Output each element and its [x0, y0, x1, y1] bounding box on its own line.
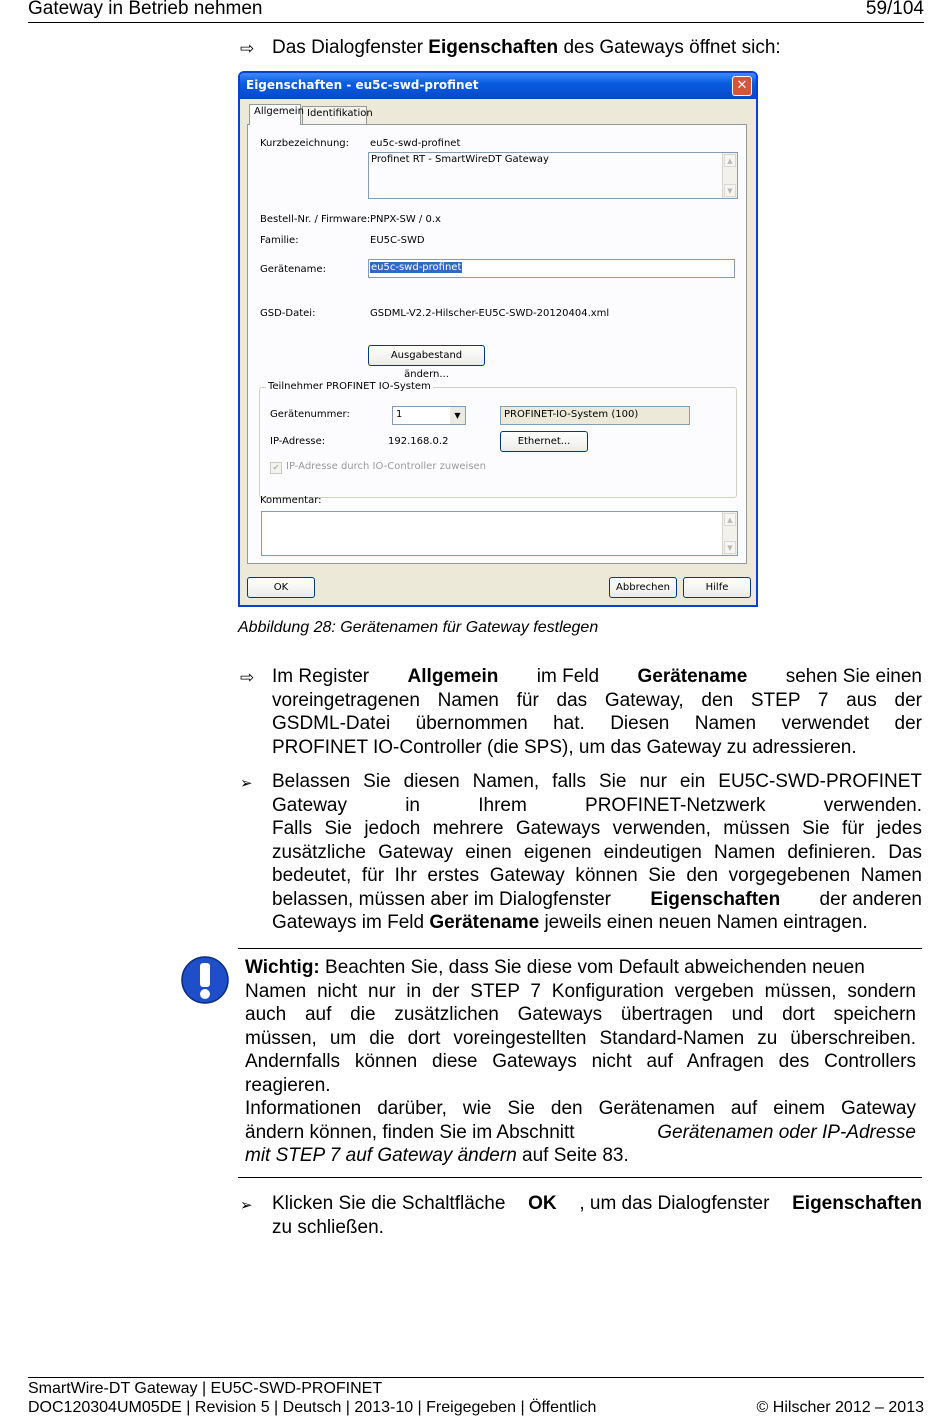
description-box[interactable]: [368, 152, 738, 199]
label-gsd: GSD-Datei:: [260, 308, 316, 319]
footer-rule: [28, 1377, 924, 1378]
hilfe-button[interactable]: Hilfe: [683, 577, 751, 598]
note-label: Wichtig:: [245, 957, 320, 978]
group-title: Teilnehmer PROFINET IO-System: [268, 381, 431, 392]
scroll-up-icon[interactable]: ▲: [724, 513, 736, 526]
ip-checkbox[interactable]: ✔: [270, 462, 282, 474]
kommentar-scrollbar[interactable]: [722, 512, 737, 555]
tab-panel-allgemein: [247, 124, 747, 564]
ip-checkbox-label: IP-Adresse durch IO-Controller zuweisen: [286, 461, 487, 472]
xref-link[interactable]: Gerätenamen oder IP-Adresse: [657, 1121, 916, 1143]
figure-caption: Abbildung 28: Gerätenamen für Gateway festlegen: [238, 619, 599, 636]
description-scrollbar[interactable]: [722, 153, 737, 198]
result-arrow-icon: ⇨: [240, 39, 255, 59]
profinet-system-field: [500, 406, 690, 425]
label-geraetenummer: Gerätenummer:: [270, 409, 350, 420]
bullet-arrow-icon: ➢: [240, 1196, 253, 1214]
close-icon[interactable]: ✕: [732, 76, 752, 96]
dialog-title: Eigenschaften - eu5c-swd-profinet: [246, 78, 479, 92]
label-ip: IP-Adresse:: [270, 436, 326, 447]
abbrechen-button[interactable]: Abbrechen: [609, 577, 677, 598]
kommentar-textarea[interactable]: [261, 511, 738, 556]
label-kommentar: Kommentar:: [260, 495, 322, 506]
geraetename-value: eu5c-swd-profinet: [371, 262, 462, 273]
label-bestell: Bestell-Nr. / Firmware:: [260, 214, 371, 225]
footer-copyright: © Hilscher 2012 – 2013: [756, 1399, 924, 1416]
value-kurzbezeichnung: eu5c-swd-profinet: [370, 138, 461, 149]
important-note: Wichtig: Beachten Sie, dass Sie diese vom Default abweichenden neuen Namen nicht nur in der STEP 7 Konfiguration vergeben müssen, sondern auch auf die zusätzlichen Gateways übertragen und dort speichern müssen, um die dort voreingestellten Standard-Namen zu überschreiben. Andernfalls können diese Gateways nicht auf Anfragen des Controllers reagieren. Informationen darüber, wie Sie den Gerätenamen auf einem Gateway ändern können, finden Sie im Abschnitt Gerätenamen oder IP-Adresse mit STEP 7 auf Gateway ändern auf Seite 83.: [245, 957, 916, 1166]
label-familie: Familie:: [260, 235, 299, 246]
header-rule: [28, 22, 924, 23]
ausgabestand-button[interactable]: Ausgabestand ändern...: [368, 345, 485, 366]
ethernet-button[interactable]: Ethernet...: [500, 431, 588, 452]
tab-identifikation[interactable]: Identifikation: [302, 106, 367, 124]
footer-product: SmartWire-DT Gateway | EU5C-SWD-PROFINET: [28, 1380, 383, 1397]
chevron-down-icon[interactable]: ▼: [450, 407, 465, 424]
result-arrow-icon: ⇨: [240, 668, 255, 688]
value-gsd: GSDML-V2.2-Hilscher-EU5C-SWD-20120404.xml: [370, 308, 610, 319]
para-ok: Klicken Sie die Schaltfläche OK , um das Dialogfenster Eigenschaften zu schließen.: [272, 1193, 922, 1238]
profinet-group: [259, 381, 737, 498]
header-title: Gateway in Betrieb nehmen: [28, 0, 263, 19]
value-ip: 192.168.0.2: [388, 436, 449, 447]
ok-button[interactable]: OK: [247, 577, 315, 598]
para-belassen: Belassen Sie diesen Namen, falls Sie nur ein EU5C-SWD-PROFINET Gateway in Ihrem PROFINET-Netzwerk verwenden. Falls Sie jedoch mehrere Gateways verwenden, müssen Sie für jedes zusätzliche Gateway einen eigenen eindeutigen Namen definieren. Das bedeutet, für Ihr erstes Gateway können Sie den vorgegebenen Namen belassen, müssen aber im Dialogfenster Eigenschaften der anderen Gateways im Feld Gerätename jeweils einen neuen Namen eintragen.: [272, 771, 922, 933]
value-familie: EU5C-SWD: [370, 235, 425, 246]
value-bestell: PNPX-SW / 0.x: [370, 214, 441, 225]
geraetenummer-value: 1: [396, 409, 403, 420]
geraetenummer-select[interactable]: [392, 406, 466, 425]
tab-allgemein[interactable]: Allgemein: [249, 104, 301, 125]
note-rule-bottom: [238, 1177, 922, 1178]
scroll-down-icon[interactable]: ▼: [724, 184, 736, 197]
bullet-arrow-icon: ➢: [240, 774, 253, 792]
para-allgemein: Im Register Allgemein im Feld Gerätename sehen Sie einen voreingetragenen Namen für das Gateway, den STEP 7 aus der GSDML-Datei übernommen hat. Diesen Namen verwendet der PROFINET IO-Controller (die SPS), um das Gateway zu adressieren.: [272, 666, 922, 758]
note-rule-top: [238, 948, 922, 949]
label-geraetename: Gerätename:: [260, 264, 326, 275]
intro-text: Das Dialogfenster Eigenschaften des Gateways öffnet sich:: [272, 37, 781, 58]
value-beschreibung: Profinet RT - SmartWireDT Gateway: [371, 154, 549, 165]
properties-dialog: [238, 71, 758, 607]
page-number: 59/104: [865, 0, 924, 19]
label-kurzbezeichnung: Kurzbezeichnung:: [260, 138, 350, 149]
xref-link-cont[interactable]: mit STEP 7 auf Gateway ändern: [245, 1145, 517, 1166]
dialog-titlebar: [240, 73, 756, 99]
profinet-system-value: PROFINET-IO-System (100): [504, 409, 639, 420]
scroll-down-icon[interactable]: ▼: [724, 541, 736, 554]
important-icon: [180, 955, 230, 1005]
geraetename-input[interactable]: [368, 259, 735, 278]
scroll-up-icon[interactable]: ▲: [724, 154, 736, 167]
footer-docinfo: DOC120304UM05DE | Revision 5 | Deutsch | 2013-10 | Freigegeben | Öffentlich: [28, 1399, 597, 1416]
